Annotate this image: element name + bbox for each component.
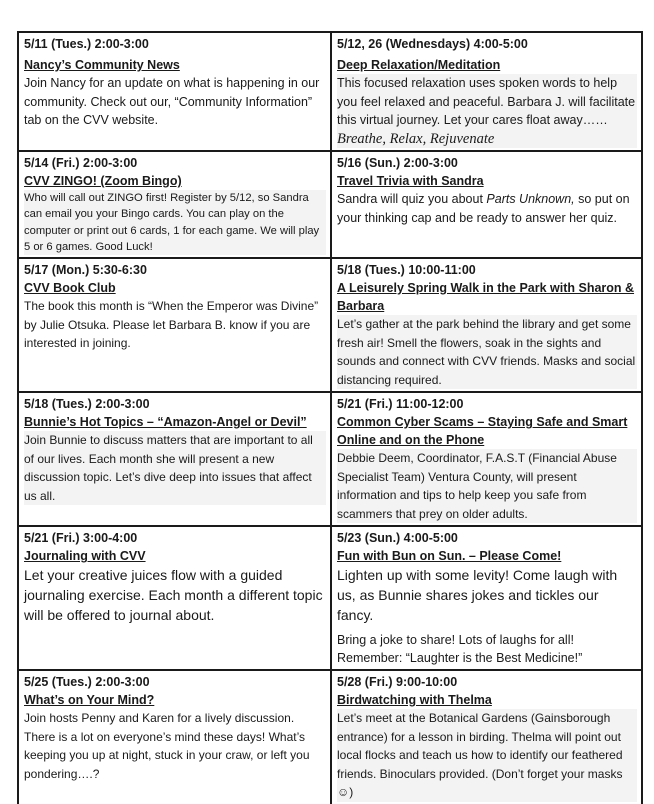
event-cell <box>18 392 331 526</box>
event-description <box>337 190 637 227</box>
event-title: Common Cyber Scams – Staying Safe and Smart Online and on the Phone <box>337 415 628 448</box>
event-title: Fun with Bun on Sun. – Please Come! <box>337 549 562 564</box>
event-date: 5/23 (Sun.) 4:00-5:00 <box>337 531 458 546</box>
event-description: Let’s meet at the Botanical Gardens (Gainsborough entrance) for a lesson in birding. Thelma will point out local flocks and teach us how to identify our feathered friends. Binoculars provided. (Don’t forget your masks ☺) <box>337 709 637 802</box>
event-date: 5/25 (Tues.) 2:00-3:00 <box>24 675 150 690</box>
table-row <box>18 258 642 392</box>
event-description-text: so put on your thinking cap and be ready to answer her quiz. <box>337 192 630 225</box>
event-date: 5/28 (Fri.) 9:00-10:00 <box>337 675 458 690</box>
event-date: 5/21 (Fri.) 3:00-4:00 <box>24 531 138 546</box>
table-row <box>18 526 642 670</box>
event-cell <box>331 258 642 392</box>
event-cell <box>331 526 642 670</box>
event-cell <box>18 670 331 804</box>
event-date: 5/11 (Tues.) 2:00-3:00 <box>24 37 149 51</box>
event-date: 5/21 (Fri.) 11:00-12:00 <box>337 397 464 412</box>
event-description-paragraph: Lighten up with some levity! Come laugh with us, as Bunnie shares jokes and tickles our fancy. <box>337 567 618 624</box>
event-description: Let your creative juices flow with a guided journaling exercise. Each month a different topic will be offered to journal about. <box>24 567 323 624</box>
event-title: Bunnie’s Hot Topics – “Amazon-Angel or Devil” <box>24 415 307 430</box>
event-cell <box>18 258 331 392</box>
event-cell <box>331 151 642 258</box>
table-row <box>18 392 642 526</box>
event-cell <box>18 526 331 670</box>
event-description-italic: Parts Unknown, <box>486 192 575 206</box>
event-title: Nancy’s Community News <box>24 58 180 72</box>
event-date: 5/14 (Fri.) 2:00-3:00 <box>24 156 138 170</box>
event-cell <box>331 32 642 151</box>
event-description: Join hosts Penny and Karen for a lively discussion. There is a lot on everyone’s mind these days! What’s keeping you up at night, stuck in your craw, or left you pondering….? <box>24 711 310 781</box>
event-title: Deep Relaxation/Meditation <box>337 58 501 72</box>
event-description: Let’s gather at the park behind the library and get some fresh air! Smell the flowers, soak in the sights and sounds and connect with CVV friends. Masks and social distancing required. <box>337 315 637 389</box>
event-description: Debbie Deem, Coordinator, F.A.S.T (Financial Abuse Specialist Team) Ventura County, will present information and tips to help keep you safe from scammers that prey on older adults. <box>337 449 637 523</box>
event-title: Travel Trivia with Sandra <box>337 174 484 188</box>
event-description: Join Nancy for an update on what is happening in our community. Check out our, “Community Information” tab on the CVV website. <box>24 76 320 127</box>
event-date: 5/18 (Tues.) 10:00-11:00 <box>337 263 476 278</box>
event-date: 5/16 (Sun.) 2:00-3:00 <box>337 156 458 170</box>
event-description: Who will call out ZINGO first! Register by 5/12, so Sandra can email you your Bingo cards. You can play on the computer or print out 6 cards, 1 for each game. We will play 5 or 6 games. Good Luck! <box>24 190 326 255</box>
event-title: CVV ZINGO! (Zoom Bingo) <box>24 174 182 188</box>
event-cell <box>331 392 642 526</box>
event-description: The book this month is “When the Emperor was Divine” by Julie Otsuka. Please let Barbara B. know if you are interested in joining. <box>24 299 319 351</box>
event-description: Join Bunnie to discuss matters that are important to all of our lives. Each month she will present a new discussion topic. Let’s dive deep into issues that affect us all. <box>24 431 326 505</box>
event-title: Journaling with CVV <box>24 549 146 564</box>
event-cell <box>18 32 331 151</box>
table-row <box>18 32 642 151</box>
event-description-script: Breathe, Relax, Rejuvenate <box>337 130 495 147</box>
event-cell <box>331 670 642 804</box>
table-row <box>18 151 642 258</box>
event-date: 5/17 (Mon.) 5:30-6:30 <box>24 263 147 278</box>
event-cell <box>18 151 331 258</box>
event-date: 5/18 (Tues.) 2:00-3:00 <box>24 397 150 412</box>
event-title: A Leisurely Spring Walk in the Park with Sharon & Barbara <box>337 281 635 314</box>
event-title: What’s on Your Mind? <box>24 693 155 708</box>
event-date: 5/12, 26 (Wednesdays) 4:00-5:00 <box>337 37 528 51</box>
event-description <box>337 74 637 148</box>
event-description-paragraph: Bring a joke to share! Lots of laughs for all! Remember: “Laughter is the Best Medicine!” <box>337 633 583 666</box>
event-description-text: This focused relaxation uses spoken words to help you feel relaxed and peaceful. Barbara J. will facilitate this virtual journey. Let your cares float away…… <box>337 76 636 127</box>
event-title: CVV Book Club <box>24 281 116 296</box>
table-row <box>18 670 642 804</box>
event-description <box>337 565 637 667</box>
event-schedule-table <box>17 31 643 804</box>
event-description-text: Sandra will quiz you about <box>337 192 487 206</box>
event-title: Birdwatching with Thelma <box>337 693 492 708</box>
